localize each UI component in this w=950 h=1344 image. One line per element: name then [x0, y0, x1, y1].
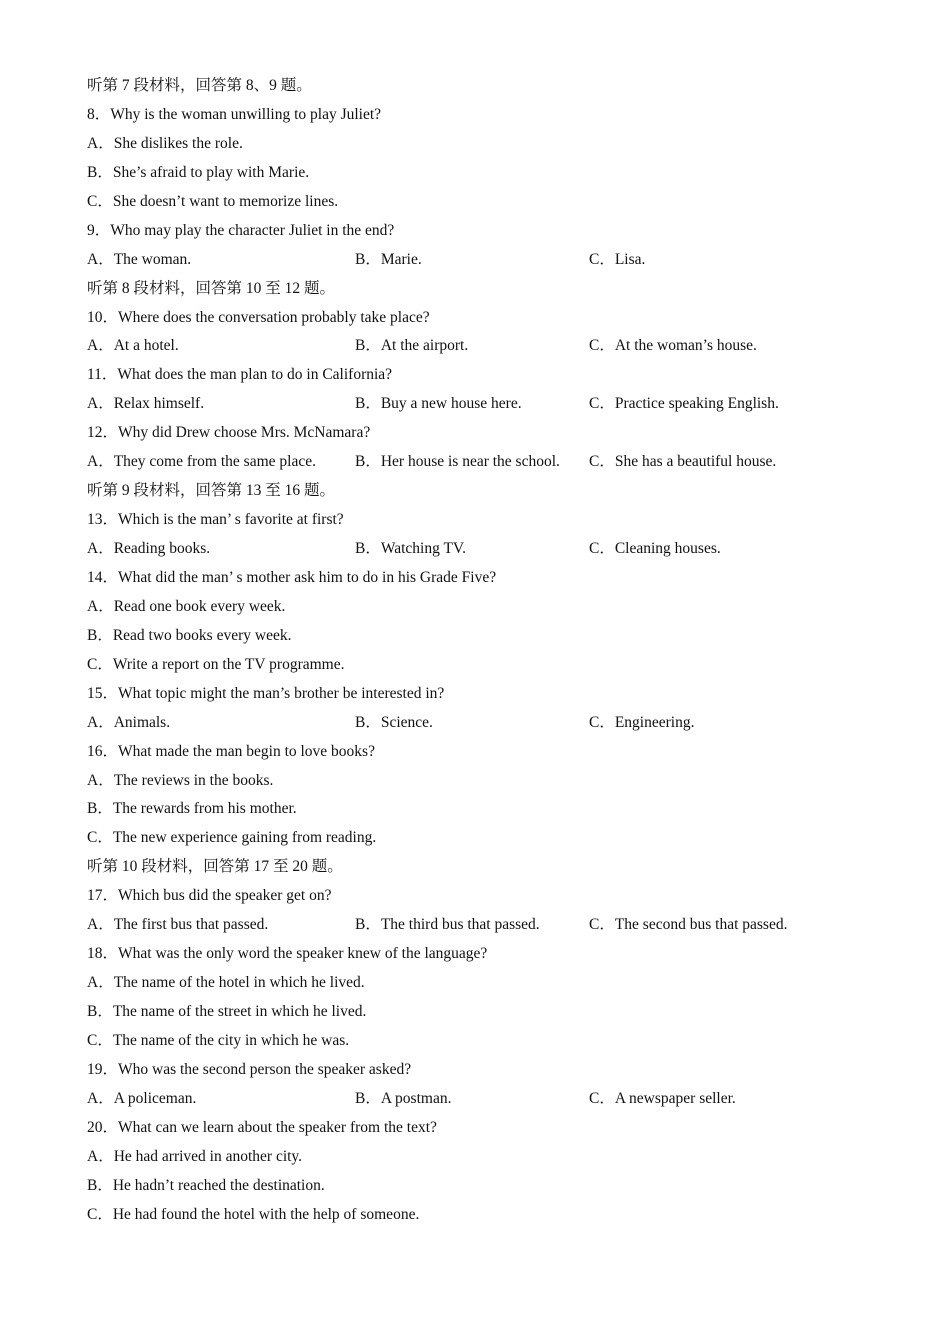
answer-options-row [87, 911, 887, 940]
option-a: A．They come from the same place. [87, 453, 316, 471]
question-stem: 14．What did the man’ s mother ask him to do in his Grade Five? [87, 568, 497, 586]
answer-options-row [87, 535, 887, 564]
question-stem: 19．Who was the second person the speaker asked? [87, 1060, 412, 1078]
option-b: B．Science. [355, 713, 433, 731]
answer-options-row [87, 709, 887, 738]
question-stem: 8．Why is the woman unwilling to play Juliet? [87, 105, 382, 123]
exam-page [87, 72, 887, 1230]
section-instruction: 听第 7 段材料，回答第 8、9 题。 [87, 77, 312, 94]
option-b: B．Her house is near the school. [355, 453, 560, 471]
option-a: A．Reading books. [87, 540, 211, 557]
answer-options-row [87, 448, 887, 477]
answer-option: A．Read one book every week. [87, 597, 286, 615]
question-stem: 12．Why did Drew choose Mrs. McNamara? [87, 424, 371, 442]
option-c: C．She has a beautiful house. [589, 453, 777, 471]
answer-option: B．He hadn’t reached the destination. [87, 1176, 325, 1194]
option-a: A．The woman. [87, 250, 192, 268]
section-instruction: 听第 10 段材料，回答第 17 至 20 题。 [87, 858, 343, 876]
answer-option: C．Write a report on the TV programme. [87, 655, 345, 673]
option-a: A．At a hotel. [87, 337, 179, 355]
answer-options-row [87, 390, 887, 419]
question-stem: 18．What was the only word the speaker knew of the language? [87, 945, 488, 963]
answer-option: B．The name of the street in which he lived. [87, 1003, 367, 1020]
option-a: A．Animals. [87, 713, 171, 731]
option-b: B．The third bus that passed. [355, 916, 540, 934]
answer-options-row [87, 1085, 887, 1114]
option-c: C．The second bus that passed. [589, 916, 788, 934]
option-c: C．A newspaper seller. [589, 1089, 736, 1107]
option-c: C．Cleaning houses. [589, 540, 721, 557]
answer-option: A．He had arrived in another city. [87, 1147, 303, 1165]
question-stem: 11．What does the man plan to do in California? [87, 366, 393, 384]
answer-options-row [87, 246, 887, 275]
option-c: C．At the woman’s house. [589, 337, 757, 355]
answer-option: A．The reviews in the books. [87, 771, 274, 789]
option-b: B．Marie. [355, 250, 422, 268]
answer-options-row [87, 332, 887, 361]
question-stem: 13．Which is the man’ s favorite at first? [87, 511, 344, 529]
answer-option: C．The new experience gaining from reading. [87, 829, 377, 847]
option-a: A．Relax himself. [87, 395, 205, 413]
question-stem: 15．What topic might the man’s brother be interested in? [87, 684, 445, 702]
option-c: C．Lisa. [589, 250, 646, 268]
answer-option: B．Read two books every week. [87, 626, 292, 644]
option-b: B．At the airport. [355, 337, 469, 355]
answer-option: B．The rewards from his mother. [87, 800, 297, 818]
option-c: C．Engineering. [589, 713, 695, 731]
question-stem: 20．What can we learn about the speaker from the text? [87, 1118, 437, 1136]
question-stem: 9．Who may play the character Juliet in the end? [87, 221, 395, 239]
option-a: A．A policeman. [87, 1089, 197, 1107]
answer-option: C．She doesn’t want to memorize lines. [87, 192, 339, 210]
option-b: B．Buy a new house here. [355, 395, 522, 413]
option-c: C．Practice speaking English. [589, 395, 779, 413]
answer-option: C．He had found the hotel with the help of someone. [87, 1205, 420, 1223]
question-stem: 16．What made the man begin to love books? [87, 742, 375, 760]
question-stem: 10．Where does the conversation probably take place? [87, 308, 430, 326]
section-instruction: 听第 8 段材料，回答第 10 至 12 题。 [87, 279, 336, 297]
section-instruction: 听第 9 段材料，回答第 13 至 16 题。 [87, 482, 336, 500]
answer-option: C．The name of the city in which he was. [87, 1031, 350, 1049]
question-stem: 17．Which bus did the speaker get on? [87, 887, 332, 905]
answer-option: A．The name of the hotel in which he lived. [87, 974, 365, 992]
option-b: B．A postman. [355, 1089, 452, 1107]
answer-option: B．She’s afraid to play with Marie. [87, 163, 310, 181]
option-a: A．The first bus that passed. [87, 916, 269, 934]
option-b: B．Watching TV. [355, 540, 466, 557]
answer-option: A．She dislikes the role. [87, 134, 243, 152]
